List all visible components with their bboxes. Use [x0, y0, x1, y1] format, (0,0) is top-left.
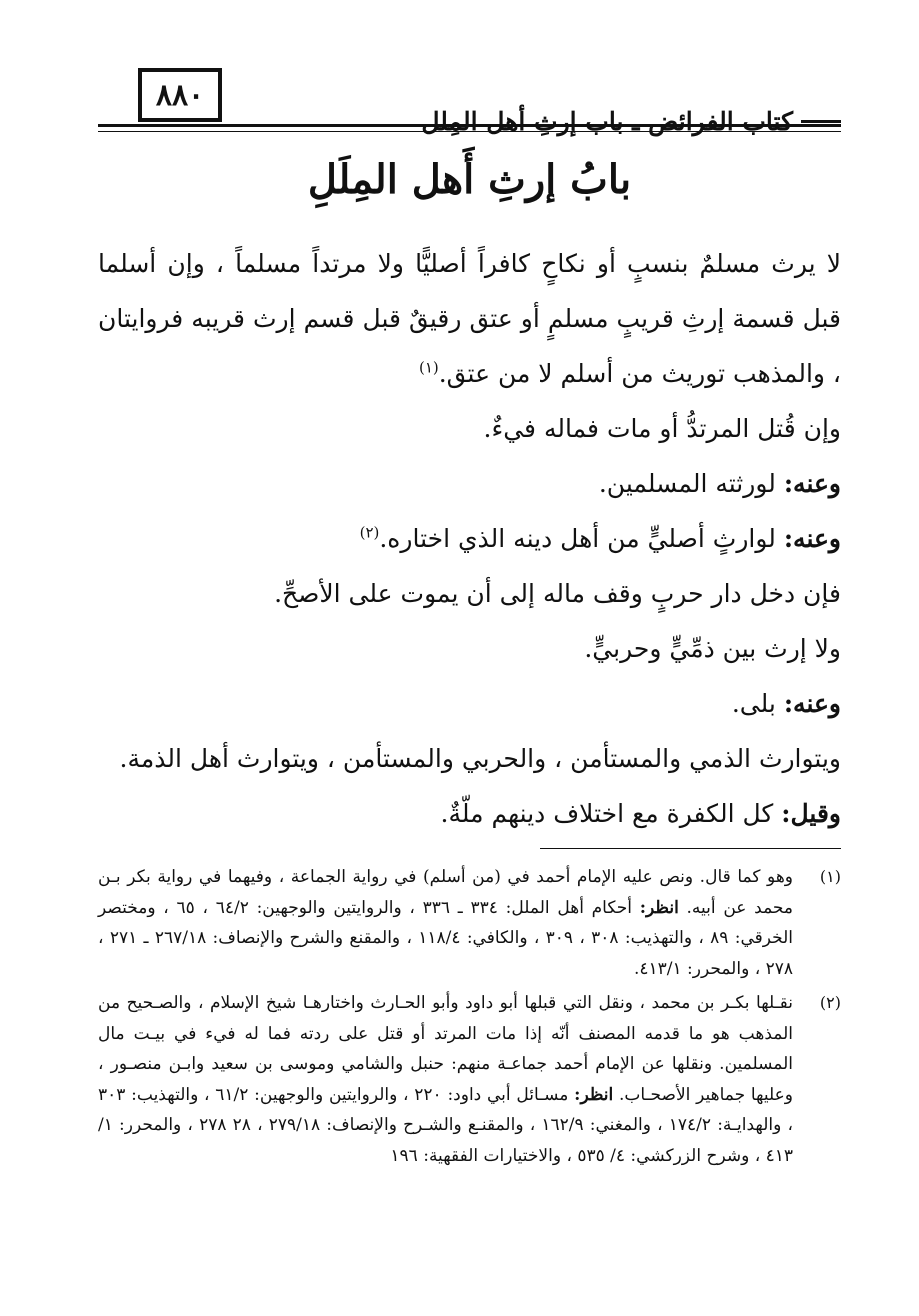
paragraph-text: وإن قُتل المرتدُّ أو مات فماله فيءٌ. [483, 414, 841, 443]
paragraph [98, 621, 841, 676]
footnote-references: مسـائل أبي داود: ٢٢٠ ، والروايتين والوجهين: ٦١/٢ ، والتهذيب: ٣٠٣ ، والهدايـة: ١٧٤/٢ ، والمغني: ١٦٢/٩ ، والمقنـع والشـرح والإنصاف: ٢٧٩/١٨ ، ٢٨ ٢٧٨ ، والمحرر: ١/ ٤١٣ ، وشرح الزركشي: ٤/ ٥٣٥ ، والاختيارات الفقهية: ١٩٦ [98, 1084, 793, 1166]
paragraph-text: بلى. [731, 689, 776, 718]
paragraph-text: ولا إرث بين ذمِّيٍّ وحربيٍّ. [584, 634, 841, 663]
header-rule-thin [98, 131, 841, 132]
paragraph [98, 676, 841, 731]
paragraph [98, 511, 841, 566]
paragraph-lead: وعنه: [783, 689, 841, 718]
paragraph-lead: وعنه: [783, 524, 841, 553]
running-header-title: كتاب الفرائض ـ باب إرثِ أهل المِلل [421, 106, 793, 136]
paragraph-text: كل الكفرة مع اختلاف دينهم ملّةٌ. [440, 799, 774, 828]
paragraph [98, 456, 841, 511]
footnote-number: (١) [819, 867, 841, 886]
page-number: ٨٨٠ [138, 68, 222, 122]
paragraph [98, 566, 841, 621]
paragraph [98, 786, 841, 841]
running-header [370, 104, 841, 138]
paragraph-lead: وعنه: [783, 469, 841, 498]
footnote-separator [540, 848, 841, 849]
footnote-references: أحكام أهل الملل: ٣٣٤ ـ ٣٣٦ ، والروايتين والوجهين: ٦٤/٢ ، ٦٥ ، ومختصر الخرقي: ٨٩ ، والتهذيب: ٣٠٨ ، ٣٠٩ ، والكافي: ١١٨/٤ ، والمقنع والشرح والإنصاف: ٢٦٧/١٨ ـ ٢٧١ ، ٢٧٨ ، والمحرر: ٤١٣/١. [98, 897, 793, 979]
paragraph-lead: وقيل: [781, 799, 841, 828]
paragraph [98, 236, 841, 401]
header-rule [98, 124, 841, 127]
chapter-title: بابُ إرثِ أَهل المِلَلِ [307, 156, 632, 203]
footnote-ref[interactable]: (٢) [359, 523, 380, 542]
paragraph-text: ويتوارث الذمي والمستأمن ، والحربي والمستأمن ، ويتوارث أهل الذمة. [119, 744, 841, 773]
footnote-1 [98, 862, 841, 984]
paragraph [98, 731, 841, 786]
footnote-text: نقـلها بكـر بن محمد ، ونقل التي قبلها أبو داود وأبو الحـارث واختارهـا شيخ الإسلام ، والصـحيح من المذهب هو ما قدمه المصنف أنّه إذا مات المرتد أو قتل على ردته فما له فيء في بيـت مال المسلمين. ونقلها عن الإمام أحمد جماعـة منهم: حنبل والشامي وموسى بن سعيد وابـن منصـور ، وعليها جماهير الأصحـاب. [98, 993, 793, 1105]
paragraph-text: لورثته المسلمين. [598, 469, 776, 498]
footnote-text: وهو كما قال. ونص عليه الإمام أحمد في (من أسلم) في رواية الجماعة ، وفيهما في رواية بكر بـن محمد عن أبيه. [98, 867, 794, 918]
paragraph-text: لا يرث مسلمٌ بنسبٍ أو نكاحٍ كافراً أصليًّا ولا مرتداً مسلماً ، وإن أسلما قبل قسمة إرثِ قريبٍ مسلمٍ أو عتق رقيقٌ قبل قسم إرث قريبه فروايتان ، والمذهب توريث من أسلم لا من عتق. [98, 249, 841, 388]
footnote-number: (٢) [819, 993, 841, 1012]
footnote-see-label: انظر: [574, 1084, 614, 1105]
paragraph-text: لوارثٍ أصليٍّ من أهل دينه الذي اختاره. [379, 524, 776, 553]
main-text [98, 236, 841, 841]
paragraph [98, 401, 841, 456]
footnote-ref[interactable]: (١) [418, 358, 439, 377]
footnotes [98, 862, 841, 1175]
header-dash [801, 120, 841, 123]
footnote-see-label: انظر: [639, 897, 679, 918]
paragraph-text: فإن دخل دار حربٍ وقف ماله إلى أن يموت على الأصحِّ. [274, 579, 841, 608]
footnote-2 [98, 988, 841, 1171]
